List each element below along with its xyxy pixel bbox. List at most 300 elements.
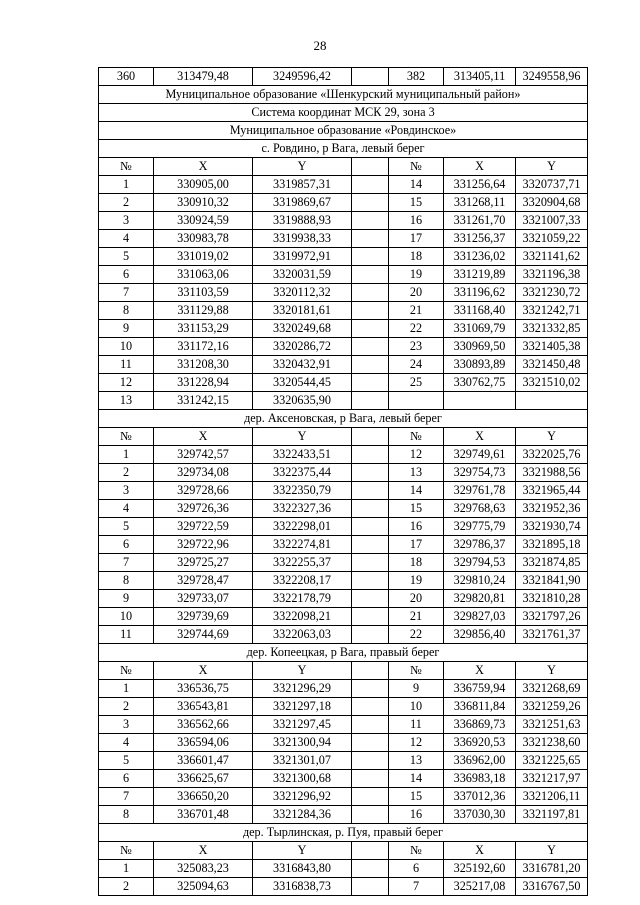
table-row xyxy=(99,446,588,464)
column-gap xyxy=(352,608,389,626)
x-coord: 331236,02 xyxy=(444,248,516,266)
column-gap xyxy=(352,554,389,572)
x-coord: 329744,69 xyxy=(154,626,253,644)
section-title-row xyxy=(99,410,588,428)
point-number: 13 xyxy=(389,752,444,770)
x-coord: 330893,89 xyxy=(444,356,516,374)
page-number: 28 xyxy=(313,38,327,53)
table-row xyxy=(99,482,588,500)
column-header-row xyxy=(99,158,588,176)
table-row xyxy=(99,716,588,734)
y-coord: 3316838,73 xyxy=(253,878,352,896)
y-coord: 3320635,90 xyxy=(253,392,352,410)
table-row xyxy=(99,320,588,338)
y-coord: 3321242,71 xyxy=(516,302,588,320)
column-gap xyxy=(352,842,389,860)
x-coord: 331069,79 xyxy=(444,320,516,338)
point-number: 11 xyxy=(99,356,154,374)
y-coord: 3321797,26 xyxy=(516,608,588,626)
column-gap xyxy=(352,248,389,266)
section-title-row xyxy=(99,140,588,158)
x-coord: 331196,62 xyxy=(444,284,516,302)
table-row xyxy=(99,230,588,248)
y-coord: 3322350,79 xyxy=(253,482,352,500)
point-number: 1 xyxy=(99,446,154,464)
x-coord: 330969,50 xyxy=(444,338,516,356)
municipality-title-row xyxy=(99,86,588,104)
point-number: 10 xyxy=(99,338,154,356)
x-coord: 331208,30 xyxy=(154,356,253,374)
x-coord: 329856,40 xyxy=(444,626,516,644)
y-header: Y xyxy=(516,428,588,446)
x-coord: 330910,32 xyxy=(154,194,253,212)
y-coord: 3321225,65 xyxy=(516,752,588,770)
column-gap xyxy=(352,446,389,464)
column-header-row xyxy=(99,842,588,860)
x-coord: 325094,63 xyxy=(154,878,253,896)
table-row xyxy=(99,698,588,716)
y-header: Y xyxy=(253,842,352,860)
point-number: 1 xyxy=(99,176,154,194)
column-gap xyxy=(352,860,389,878)
column-gap xyxy=(352,68,389,86)
x-coord: 331153,29 xyxy=(154,320,253,338)
column-gap xyxy=(352,626,389,644)
number-header: № xyxy=(389,158,444,176)
table-row xyxy=(99,734,588,752)
point-number: 9 xyxy=(389,680,444,698)
column-gap xyxy=(352,230,389,248)
municipality-title: Муниципальное образование «Шенкурский муниципальный район» xyxy=(99,86,588,104)
y-header: Y xyxy=(516,158,588,176)
point-number: 20 xyxy=(389,590,444,608)
x-coord: 329775,79 xyxy=(444,518,516,536)
x-coord: 336920,53 xyxy=(444,734,516,752)
y-header: Y xyxy=(253,428,352,446)
column-gap xyxy=(352,482,389,500)
x-header: X xyxy=(154,158,253,176)
column-gap xyxy=(352,698,389,716)
x-coord: 331219,89 xyxy=(444,266,516,284)
table-row xyxy=(99,860,588,878)
y-coord: 3320031,59 xyxy=(253,266,352,284)
y-coord: 3249558,96 xyxy=(516,68,588,86)
x-coord: 329728,66 xyxy=(154,482,253,500)
x-coord: 336759,94 xyxy=(444,680,516,698)
point-number: 23 xyxy=(389,338,444,356)
y-coord: 3322178,79 xyxy=(253,590,352,608)
point-number: 14 xyxy=(389,482,444,500)
column-gap xyxy=(352,734,389,752)
table-row xyxy=(99,68,588,86)
column-gap xyxy=(352,662,389,680)
point-number: 15 xyxy=(389,500,444,518)
point-number: 6 xyxy=(99,266,154,284)
point-number: 16 xyxy=(389,212,444,230)
y-coord: 3321206,11 xyxy=(516,788,588,806)
y-coord: 3321874,85 xyxy=(516,554,588,572)
y-coord: 3321251,63 xyxy=(516,716,588,734)
point-number: 25 xyxy=(389,374,444,392)
point-number: 7 xyxy=(389,878,444,896)
y-coord: 3321007,33 xyxy=(516,212,588,230)
x-coord: 336543,81 xyxy=(154,698,253,716)
column-gap xyxy=(352,266,389,284)
point-number: 22 xyxy=(389,320,444,338)
x-coord: 329722,59 xyxy=(154,518,253,536)
column-gap xyxy=(352,338,389,356)
y-coord: 3321761,37 xyxy=(516,626,588,644)
column-gap xyxy=(352,680,389,698)
point-number: 2 xyxy=(99,698,154,716)
point-number: 13 xyxy=(389,464,444,482)
y-coord: 3321238,60 xyxy=(516,734,588,752)
y-header: Y xyxy=(516,662,588,680)
column-gap xyxy=(352,374,389,392)
table-row xyxy=(99,608,588,626)
number-header: № xyxy=(99,428,154,446)
number-header: № xyxy=(389,662,444,680)
y-coord: 3319938,33 xyxy=(253,230,352,248)
y-coord: 3321841,90 xyxy=(516,572,588,590)
x-header: X xyxy=(444,662,516,680)
y-coord: 3321988,56 xyxy=(516,464,588,482)
point-number: 14 xyxy=(389,176,444,194)
point-number: 17 xyxy=(389,536,444,554)
column-gap xyxy=(352,212,389,230)
y-coord: 3321197,81 xyxy=(516,806,588,824)
x-coord: 329742,57 xyxy=(154,446,253,464)
y-coord: 3321284,36 xyxy=(253,806,352,824)
number-header: № xyxy=(99,662,154,680)
y-coord: 3320737,71 xyxy=(516,176,588,194)
x-coord: 325192,60 xyxy=(444,860,516,878)
point-number: 2 xyxy=(99,464,154,482)
x-coord: 329768,63 xyxy=(444,500,516,518)
column-gap xyxy=(352,806,389,824)
table-row xyxy=(99,338,588,356)
table-row xyxy=(99,572,588,590)
x-coord: 329726,36 xyxy=(154,500,253,518)
table-row xyxy=(99,302,588,320)
y-header: Y xyxy=(253,158,352,176)
table-row xyxy=(99,536,588,554)
table-row xyxy=(99,752,588,770)
x-coord: 331268,11 xyxy=(444,194,516,212)
y-coord: 3321332,85 xyxy=(516,320,588,338)
column-gap xyxy=(352,284,389,302)
x-coord: 330762,75 xyxy=(444,374,516,392)
column-gap xyxy=(352,878,389,896)
table-row xyxy=(99,284,588,302)
x-coord: 331256,64 xyxy=(444,176,516,194)
x-coord: 331242,15 xyxy=(154,392,253,410)
x-header: X xyxy=(154,428,253,446)
y-coord: 3321059,22 xyxy=(516,230,588,248)
y-coord: 3322025,76 xyxy=(516,446,588,464)
y-coord: 3249596,42 xyxy=(253,68,352,86)
y-coord: 3321296,92 xyxy=(253,788,352,806)
table-row xyxy=(99,680,588,698)
point-number: 4 xyxy=(99,734,154,752)
number-header: № xyxy=(99,158,154,176)
point-number: 20 xyxy=(389,284,444,302)
table-row xyxy=(99,194,588,212)
table-row xyxy=(99,770,588,788)
column-gap xyxy=(352,536,389,554)
y-header: Y xyxy=(253,662,352,680)
column-gap xyxy=(352,320,389,338)
table-row xyxy=(99,464,588,482)
point-number: 8 xyxy=(99,806,154,824)
point-number: 17 xyxy=(389,230,444,248)
y-coord: 3321296,29 xyxy=(253,680,352,698)
point-number: 4 xyxy=(99,230,154,248)
point-number: 8 xyxy=(99,302,154,320)
point-number: 360 xyxy=(99,68,154,86)
x-coord: 329728,47 xyxy=(154,572,253,590)
y-coord: 3321965,44 xyxy=(516,482,588,500)
x-coord: 331168,40 xyxy=(444,302,516,320)
point-number: 8 xyxy=(99,572,154,590)
x-coord: 331172,16 xyxy=(154,338,253,356)
x-coord: 331103,59 xyxy=(154,284,253,302)
x-coord: 329733,07 xyxy=(154,590,253,608)
column-gap xyxy=(352,716,389,734)
point-number: 21 xyxy=(389,302,444,320)
y-coord: 3321297,45 xyxy=(253,716,352,734)
y-coord: 3320544,45 xyxy=(253,374,352,392)
point-number: 2 xyxy=(99,194,154,212)
y-coord: 3321300,94 xyxy=(253,734,352,752)
point-number: 19 xyxy=(389,266,444,284)
table-row xyxy=(99,500,588,518)
x-coord: 331129,88 xyxy=(154,302,253,320)
x-coord: 329722,96 xyxy=(154,536,253,554)
column-gap xyxy=(352,770,389,788)
x-coord: 313479,48 xyxy=(154,68,253,86)
table-row xyxy=(99,374,588,392)
x-header: X xyxy=(444,842,516,860)
point-number: 11 xyxy=(389,716,444,734)
y-coord: 3319888,93 xyxy=(253,212,352,230)
point-number: 7 xyxy=(99,788,154,806)
x-coord: 336811,84 xyxy=(444,698,516,716)
x-coord: 331063,06 xyxy=(154,266,253,284)
table-row xyxy=(99,212,588,230)
y-coord: 3321450,48 xyxy=(516,356,588,374)
x-header: X xyxy=(444,428,516,446)
x-coord: 337030,30 xyxy=(444,806,516,824)
point-number: 12 xyxy=(389,734,444,752)
y-coord: 3321196,38 xyxy=(516,266,588,284)
point-number: 1 xyxy=(99,680,154,698)
x-coord: 336536,75 xyxy=(154,680,253,698)
point-number: 13 xyxy=(99,392,154,410)
point-number xyxy=(389,392,444,410)
table-row xyxy=(99,626,588,644)
x-header: X xyxy=(154,842,253,860)
column-gap xyxy=(352,302,389,320)
section-title: дер. Тырлинская, р. Пуя, правый берег xyxy=(99,824,588,842)
x-coord: 325083,23 xyxy=(154,860,253,878)
point-number: 22 xyxy=(389,626,444,644)
x-coord: 329734,08 xyxy=(154,464,253,482)
x-coord: 329725,27 xyxy=(154,554,253,572)
point-number: 9 xyxy=(99,590,154,608)
y-coord: 3321510,02 xyxy=(516,374,588,392)
y-coord: 3322433,51 xyxy=(253,446,352,464)
column-gap xyxy=(352,176,389,194)
table-row xyxy=(99,554,588,572)
y-coord: 3321259,26 xyxy=(516,698,588,716)
y-coord: 3322375,44 xyxy=(253,464,352,482)
point-number: 4 xyxy=(99,500,154,518)
number-header: № xyxy=(389,428,444,446)
section-title-row xyxy=(99,644,588,662)
y-coord: 3321217,97 xyxy=(516,770,588,788)
column-gap xyxy=(352,464,389,482)
x-coord: 336962,00 xyxy=(444,752,516,770)
column-gap xyxy=(352,392,389,410)
y-coord: 3320432,91 xyxy=(253,356,352,374)
number-header: № xyxy=(389,842,444,860)
column-gap xyxy=(352,590,389,608)
point-number: 10 xyxy=(389,698,444,716)
y-coord: 3320904,68 xyxy=(516,194,588,212)
x-coord: 330924,59 xyxy=(154,212,253,230)
section-title: дер. Аксеновская, р Вага, левый берег xyxy=(99,410,588,428)
point-number: 5 xyxy=(99,248,154,266)
point-number: 21 xyxy=(389,608,444,626)
x-coord: 329794,53 xyxy=(444,554,516,572)
y-coord: 3316843,80 xyxy=(253,860,352,878)
coordinate-system-row xyxy=(99,104,588,122)
point-number: 7 xyxy=(99,554,154,572)
point-number: 24 xyxy=(389,356,444,374)
y-coord: 3322298,01 xyxy=(253,518,352,536)
x-coord: 337012,36 xyxy=(444,788,516,806)
point-number: 6 xyxy=(99,536,154,554)
point-number: 15 xyxy=(389,788,444,806)
point-number: 18 xyxy=(389,248,444,266)
y-coord: 3321301,07 xyxy=(253,752,352,770)
y-coord: 3322063,03 xyxy=(253,626,352,644)
column-gap xyxy=(352,158,389,176)
number-header: № xyxy=(99,842,154,860)
y-coord: 3316781,20 xyxy=(516,860,588,878)
y-coord: 3320112,32 xyxy=(253,284,352,302)
point-number: 12 xyxy=(389,446,444,464)
table-row xyxy=(99,878,588,896)
x-coord: 329820,81 xyxy=(444,590,516,608)
x-coord: 331256,37 xyxy=(444,230,516,248)
sub-municipality-title-row xyxy=(99,122,588,140)
x-coord: 331261,70 xyxy=(444,212,516,230)
y-coord: 3322255,37 xyxy=(253,554,352,572)
y-coord: 3319972,91 xyxy=(253,248,352,266)
y-coord xyxy=(516,392,588,410)
y-coord: 3321810,28 xyxy=(516,590,588,608)
table-row xyxy=(99,176,588,194)
point-number: 10 xyxy=(99,608,154,626)
point-number: 5 xyxy=(99,518,154,536)
x-coord: 336601,47 xyxy=(154,752,253,770)
column-header-row xyxy=(99,428,588,446)
point-number: 1 xyxy=(99,860,154,878)
x-coord: 336983,18 xyxy=(444,770,516,788)
column-gap xyxy=(352,752,389,770)
x-coord: 329739,69 xyxy=(154,608,253,626)
column-gap xyxy=(352,788,389,806)
sub-municipality-title: Муниципальное образование «Ровдинское» xyxy=(99,122,588,140)
x-coord: 336869,73 xyxy=(444,716,516,734)
table-row xyxy=(99,806,588,824)
point-number: 7 xyxy=(99,284,154,302)
x-coord: 336594,06 xyxy=(154,734,253,752)
y-coord: 3321300,68 xyxy=(253,770,352,788)
y-coord: 3321230,72 xyxy=(516,284,588,302)
y-coord: 3321268,69 xyxy=(516,680,588,698)
x-coord: 329827,03 xyxy=(444,608,516,626)
y-coord: 3320286,72 xyxy=(253,338,352,356)
x-coord: 313405,11 xyxy=(444,68,516,86)
x-coord: 336701,48 xyxy=(154,806,253,824)
column-gap xyxy=(352,572,389,590)
table-row xyxy=(99,518,588,536)
y-coord: 3322208,17 xyxy=(253,572,352,590)
y-coord: 3319857,31 xyxy=(253,176,352,194)
x-coord: 329810,24 xyxy=(444,572,516,590)
y-coord: 3320181,61 xyxy=(253,302,352,320)
x-coord: 336562,66 xyxy=(154,716,253,734)
x-coord: 331019,02 xyxy=(154,248,253,266)
y-coord: 3319869,67 xyxy=(253,194,352,212)
section-title-row xyxy=(99,824,588,842)
point-number: 3 xyxy=(99,716,154,734)
x-coord: 330983,78 xyxy=(154,230,253,248)
y-coord: 3316767,50 xyxy=(516,878,588,896)
x-header: X xyxy=(444,158,516,176)
column-gap xyxy=(352,500,389,518)
y-coord: 3321952,36 xyxy=(516,500,588,518)
table-row xyxy=(99,356,588,374)
point-number: 16 xyxy=(389,518,444,536)
x-coord: 336625,67 xyxy=(154,770,253,788)
coordinate-system: Система координат МСК 29, зона 3 xyxy=(99,104,588,122)
column-gap xyxy=(352,428,389,446)
point-number: 9 xyxy=(99,320,154,338)
x-coord: 325217,08 xyxy=(444,878,516,896)
table-row xyxy=(99,392,588,410)
x-coord: 329754,73 xyxy=(444,464,516,482)
section-title: дер. Копеецкая, р Вага, правый берег xyxy=(99,644,588,662)
y-coord: 3320249,68 xyxy=(253,320,352,338)
point-number: 3 xyxy=(99,482,154,500)
y-header: Y xyxy=(516,842,588,860)
table-row xyxy=(99,788,588,806)
x-header: X xyxy=(154,662,253,680)
point-number: 16 xyxy=(389,806,444,824)
column-header-row xyxy=(99,662,588,680)
table-row xyxy=(99,266,588,284)
point-number: 14 xyxy=(389,770,444,788)
x-coord xyxy=(444,392,516,410)
x-coord: 330905,00 xyxy=(154,176,253,194)
y-coord: 3321895,18 xyxy=(516,536,588,554)
point-number: 5 xyxy=(99,752,154,770)
y-coord: 3321930,74 xyxy=(516,518,588,536)
